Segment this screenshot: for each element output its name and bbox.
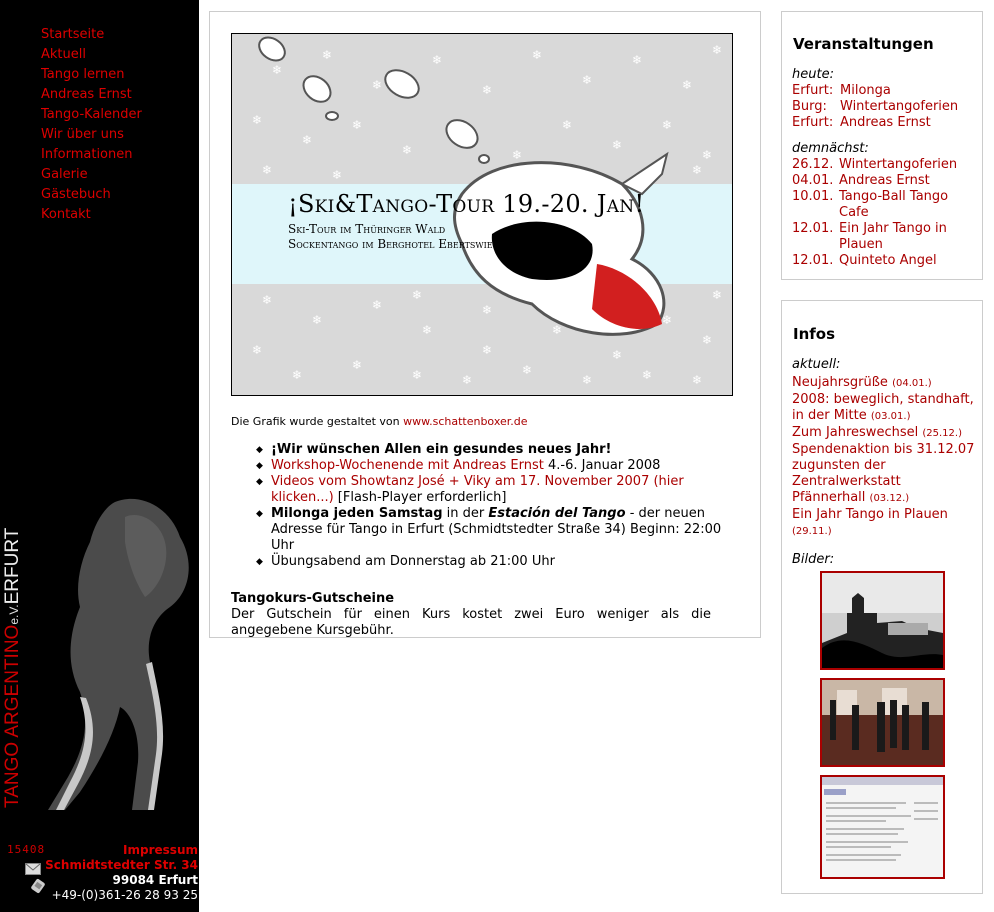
screenshot-photo [822,777,943,877]
phone-number: +49-(0)361-26 28 93 25 [51,888,198,902]
visitor-counter: 15408 [7,843,46,856]
info-item[interactable]: Ein Jahr Tango in Plauen (29.11.) [792,507,948,537]
svg-text:❄: ❄ [332,168,343,182]
svg-text:❄: ❄ [482,343,493,357]
svg-text:❄: ❄ [662,118,673,132]
main-navigation [41,26,142,226]
videos-link[interactable]: Videos vom Showtanz José + Viky am 17. November 2007 (hier klicken...) [271,474,684,505]
gallery-thumbnail[interactable] [820,775,945,879]
address-city: 99084 Erfurt [112,873,198,887]
svg-text:❄: ❄ [372,78,383,92]
svg-text:❄: ❄ [372,298,383,312]
svg-text:❄: ❄ [482,83,493,97]
svg-text:❄: ❄ [422,323,433,337]
infos-heading: Infos [793,325,836,343]
event-item[interactable]: 10.01. Tango-Ball Tango Cafe [792,189,949,220]
today-label: heute: [792,67,834,82]
impressum-block [45,843,198,888]
events-heading: Veranstaltungen [793,35,934,53]
svg-text:❄: ❄ [272,63,283,77]
infos-list [792,375,977,540]
svg-text:❄: ❄ [402,143,413,157]
svg-text:❄: ❄ [462,373,473,387]
svg-text:❄: ❄ [692,373,703,387]
banner-title: ¡Ski&Tango-Tour 19.-20. Jan! [288,190,645,218]
svg-text:❄: ❄ [682,78,693,92]
ski-tango-banner[interactable] [231,33,733,396]
banner-subtitle: Ski-Tour im Thüringer Wald [288,222,446,236]
news-item: ◆ Workshop-Wochenende mit Andreas Ernst 4.-6. Januar 2008 [271,458,731,474]
mail-icon[interactable] [25,863,41,875]
svg-text:❄: ❄ [312,313,323,327]
nav-item-aktuell[interactable]: Aktuell [41,47,86,62]
svg-text:❄: ❄ [262,163,273,177]
event-item[interactable]: 12.01. Ein Jahr Tango in Plauen [792,221,947,252]
svg-text:❄: ❄ [532,48,543,62]
event-item[interactable]: 04.01. Andreas Ernst [792,173,930,188]
aktuell-label: aktuell: [792,357,841,372]
gutscheine-heading: Tangokurs-Gutscheine [231,591,395,606]
nav-item-galerie[interactable]: Galerie [41,167,88,182]
event-item[interactable]: 12.01. Quinteto Angel [792,253,937,268]
graphic-credit: Die Grafik wurde gestaltet von www.schattenboxer.de [231,415,528,428]
news-item: ◆ Übungsabend am Donnerstag ab 21:00 Uhr [271,554,731,570]
svg-text:❄: ❄ [252,343,263,357]
svg-text:❄: ❄ [712,43,723,57]
event-item[interactable]: Burg: Wintertangoferien [792,99,959,114]
castle-photo [822,573,943,668]
nav-item-gaestebuch[interactable]: Gästebuch [41,187,111,202]
gallery-thumbnail[interactable] [820,571,945,670]
svg-text:❄: ❄ [352,118,363,132]
info-item[interactable]: Neujahrsgrüße (04.01.) [792,375,932,390]
main-content [209,11,761,638]
svg-text:❄: ❄ [712,288,723,302]
workshop-link[interactable]: Workshop-Wochenende mit Andreas Ernst [271,458,544,473]
svg-text:❄: ❄ [582,373,593,387]
nav-item-tango-lernen[interactable]: Tango lernen [41,67,125,82]
gallery-thumbnail[interactable] [820,678,945,767]
svg-text:❄: ❄ [412,368,423,382]
dancers-photo [822,680,943,765]
svg-text:❄: ❄ [612,348,623,362]
events-box [781,11,983,280]
svg-text:❄: ❄ [352,358,363,372]
news-list [251,442,731,570]
svg-text:❄: ❄ [662,313,673,327]
sidebar [0,0,199,912]
info-item[interactable]: 2008: beweglich, standhaft, in der Mitte (03.01.) [792,392,974,423]
nav-item-tango-kalender[interactable]: Tango-Kalender [41,107,142,122]
svg-text:❄: ❄ [642,368,653,382]
gutscheine-text: Der Gutschein für einen Kurs kostet zwei Euro weniger als die angegebene Kursgebühr. [231,607,711,638]
svg-text:❄: ❄ [702,148,713,162]
svg-text:❄: ❄ [632,53,643,67]
banner-subtitle: Sockentango im Berghotel Ebertswiese [288,237,504,251]
svg-text:❄: ❄ [262,293,273,307]
news-item: ◆ Milonga jeden Samstag in der Estación del Tango - der neuen Adresse für Tango in Erfurt (Schmidtstedter Straße 34) Beginn: 22:00 Uhr [271,506,731,554]
address-street: Schmidtstedter Str. 34 [45,858,198,872]
svg-text:❄: ❄ [252,113,263,127]
bilder-label: Bilder: [792,552,835,567]
news-item: ◆ ¡Wir wünschen Allen ein gesundes neues Jahr! [271,442,731,458]
nav-item-wir-ueber-uns[interactable]: Wir über uns [41,127,124,142]
nav-item-startseite[interactable]: Startseite [41,27,105,42]
info-item[interactable]: Zum Jahreswechsel (25.12.) [792,425,962,440]
svg-text:❄: ❄ [432,53,443,67]
svg-text:❄: ❄ [702,333,713,347]
impressum-link[interactable]: Impressum [123,843,198,857]
svg-text:❄: ❄ [322,48,333,62]
svg-text:❄: ❄ [582,73,593,87]
svg-text:❄: ❄ [302,133,313,147]
svg-text:❄: ❄ [292,368,303,382]
event-item[interactable]: Erfurt: Milonga [792,83,891,98]
svg-text:❄: ❄ [512,148,523,162]
event-item[interactable]: Erfurt: Andreas Ernst [792,115,931,130]
vertical-logo: TANGO ARGENTINOe.V.ERFURT [2,527,23,808]
svg-text:❄: ❄ [522,363,533,377]
svg-text:❄: ❄ [412,288,423,302]
event-item[interactable]: 26.12. Wintertangoferien [792,157,958,172]
news-item: ◆ Videos vom Showtanz José + Viky am 17. November 2007 (hier klicken...) [Flash-Player erforderlich] [271,474,731,506]
nav-item-informationen[interactable]: Informationen [41,147,133,162]
nav-item-andreas-ernst[interactable]: Andreas Ernst [41,87,132,102]
svg-text:❄: ❄ [552,323,563,337]
upcoming-events [792,157,972,269]
svg-text:❄: ❄ [562,118,573,132]
tango-dancers-silhouette [20,492,198,812]
today-events [792,83,972,131]
svg-text:❄: ❄ [482,303,493,317]
nav-item-kontakt[interactable]: Kontakt [41,207,91,222]
infos-box [781,300,983,894]
svg-text:❄: ❄ [692,163,703,177]
info-item[interactable]: Spendenaktion bis 31.12.07 zugunsten der Zentralwerkstatt Pfännerhall (03.12.) [792,442,975,505]
svg-text:❄: ❄ [612,138,623,152]
schattenboxer-link[interactable]: www.schattenboxer.de [403,415,528,428]
phone-icon[interactable] [30,878,46,894]
upcoming-label: demnächst: [792,141,869,156]
